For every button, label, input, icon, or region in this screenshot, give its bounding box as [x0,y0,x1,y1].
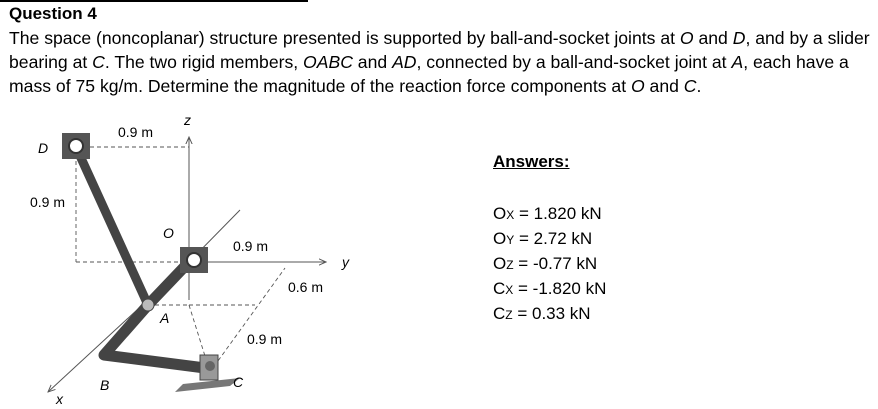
problem-symbol: A [731,52,744,72]
problem-symbol: D [732,28,746,48]
answer-value: = 2.72 kN [514,229,593,248]
support-d [62,133,90,159]
dim-bottom: 0.9 m [247,331,283,347]
problem-text: The space (noncoplanar) structure presented is supported by ball-and-socket joints at [9,28,680,48]
member-ad [76,147,148,305]
member-oabc [104,262,205,368]
ball-o [187,253,201,267]
answers-list [493,202,606,327]
label-c: C [233,374,244,390]
answer-symbol: O [493,204,507,223]
label-d: D [38,140,49,156]
problem-text: and [693,28,733,48]
label-x: x [56,391,63,407]
answer-ox [493,202,606,227]
answer-subscript: Z [505,308,513,322]
answer-subscript: X [506,208,515,222]
ball-d [69,139,83,153]
problem-symbol: O [679,28,694,48]
label-b: B [100,377,110,393]
member-abc [104,262,205,368]
problem-text: , and by a slider bearing at [9,28,870,72]
problem-text: . [696,76,702,96]
label-z: z [184,112,191,128]
answers-title: Answers: [493,152,570,171]
bearing-hole [205,361,215,371]
answer-symbol: C [493,304,506,323]
label-y: y [342,254,349,270]
support-o [180,247,208,273]
dim-line [210,268,285,372]
label-a: A [160,310,170,326]
label-o: O [163,225,174,241]
joint-a [142,299,154,311]
answer-oy [493,227,606,252]
answer-cx [493,277,606,302]
question-heading: Question 4 [9,4,97,23]
problem-symbol: C [92,52,105,72]
problem-text: , connected by a ball-and-socket joint at [416,52,732,72]
answer-value: = -1.820 kN [513,279,607,298]
problem-symbol: OABC [303,52,353,72]
problem-text: and [644,76,684,96]
problem-text: , each have a mass of 75 kg/m. Determine the magnitude of the reaction force components at [9,52,849,96]
member-od [76,147,148,305]
structure-figure [0,105,480,409]
answer-oz [493,252,606,277]
answer-symbol: O [493,254,507,273]
problem-text: and [352,52,393,72]
answer-value: = 0.33 kN [512,304,591,323]
dim-top: 0.9 m [118,124,154,140]
answer-subscript: Z [506,258,514,272]
dim-mid: 0.9 m [233,238,269,254]
answer-subscript: Y [506,233,515,247]
problem-symbol: O [630,76,645,96]
answer-cz [493,302,606,327]
answer-value: = 1.820 kN [514,204,602,223]
dim-left: 0.9 m [30,194,66,210]
answer-symbol: O [493,229,507,248]
problem-text: . The two rigid members, [104,52,304,72]
top-rule [0,0,308,2]
answer-value: = -0.77 kN [513,254,598,273]
problem-symbol: AD [392,52,417,72]
dim-right: 0.6 m [288,279,324,295]
answer-subscript: X [505,283,514,297]
problem-statement [9,26,875,98]
problem-symbol: C [683,76,697,96]
answer-symbol: C [493,279,506,298]
